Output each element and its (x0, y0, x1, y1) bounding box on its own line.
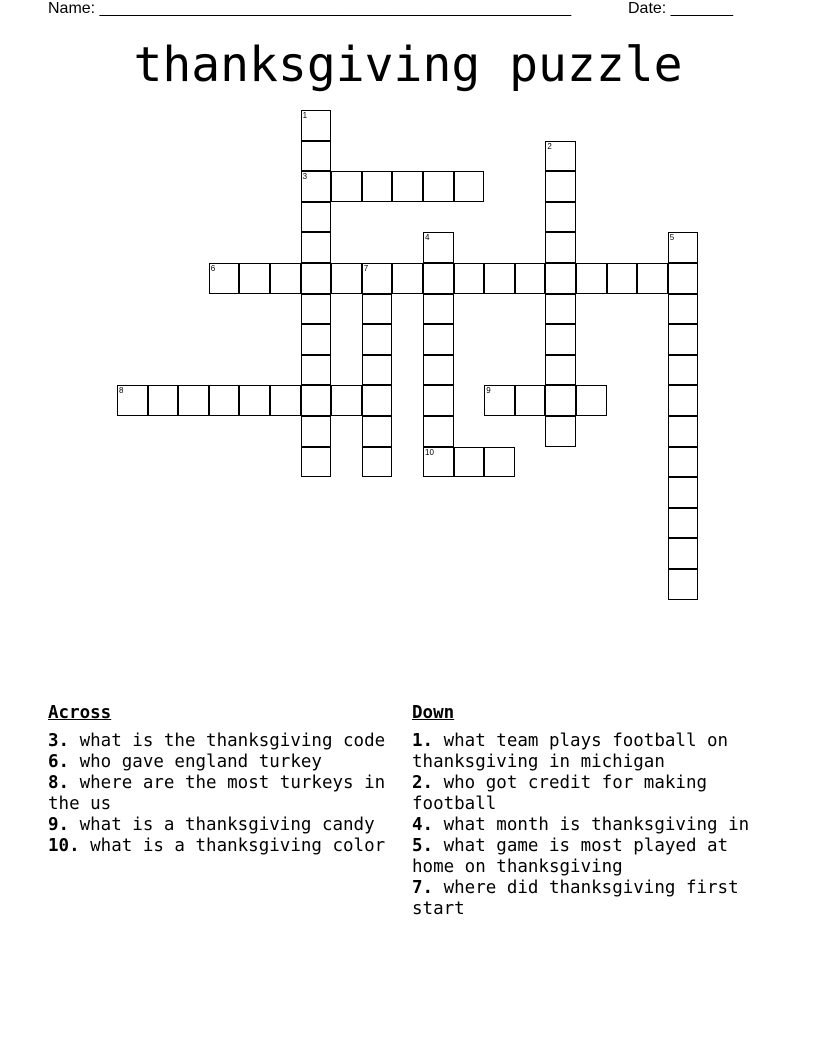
clue-number-label: 7 (363, 264, 369, 273)
grid-cell[interactable] (545, 416, 576, 447)
grid-cell[interactable] (545, 141, 576, 172)
down-clue (412, 773, 768, 815)
grid-cell[interactable] (209, 263, 240, 294)
clue-number: 9. (48, 815, 70, 835)
grid-cell[interactable] (607, 263, 638, 294)
grid-cell[interactable] (668, 538, 699, 569)
grid-cell[interactable] (454, 171, 485, 202)
clue-number: 5. (412, 836, 434, 856)
clue-number-label: 3 (302, 172, 308, 182)
grid-cell[interactable] (301, 324, 332, 355)
grid-cell[interactable] (668, 385, 699, 416)
grid-cell[interactable] (331, 171, 362, 202)
across-heading: Across (48, 703, 112, 723)
grid-cell[interactable] (270, 263, 301, 294)
grid-cell[interactable] (117, 385, 148, 416)
down-clues (412, 703, 768, 920)
grid-cell[interactable] (301, 110, 332, 141)
grid-cell[interactable] (515, 263, 546, 294)
grid-cell[interactable] (454, 263, 485, 294)
clue-number-label: 2 (547, 141, 552, 151)
clue-number: 3. (48, 731, 70, 751)
grid-cell[interactable] (545, 324, 576, 355)
grid-cell[interactable] (362, 294, 393, 325)
across-clue (48, 752, 403, 773)
clue-number-label: 5 (669, 233, 675, 243)
grid-cell[interactable] (545, 232, 576, 263)
grid-cell[interactable] (668, 263, 699, 294)
grid-cell[interactable] (423, 416, 454, 447)
grid-cell[interactable] (392, 263, 423, 294)
grid-cell[interactable] (362, 416, 393, 447)
grid-cell[interactable] (331, 263, 362, 294)
grid-cell[interactable] (301, 355, 332, 386)
grid-cell[interactable] (515, 385, 546, 416)
grid-cell[interactable] (301, 416, 332, 447)
grid-cell[interactable] (545, 202, 576, 233)
grid-cell[interactable] (423, 232, 454, 263)
clue-text: what is a thanksgiving candy (69, 815, 375, 835)
grid-cell[interactable] (301, 141, 332, 172)
clue-text: what is the thanksgiving code (69, 731, 386, 751)
clue-text: who got credit for making football (412, 773, 708, 814)
grid-cell[interactable] (362, 171, 393, 202)
grid-cell[interactable] (423, 324, 454, 355)
clue-number: 4. (412, 815, 434, 835)
across-clue (48, 773, 403, 815)
grid-cell[interactable] (576, 263, 607, 294)
clue-number: 10. (48, 836, 80, 856)
across-clue (48, 836, 403, 857)
grid-cell[interactable] (301, 447, 332, 478)
grid-cell[interactable] (178, 385, 209, 416)
grid-cell[interactable] (637, 263, 668, 294)
grid-cell[interactable] (576, 385, 607, 416)
down-heading: Down (412, 703, 455, 723)
grid-cell[interactable] (668, 232, 699, 263)
grid-cell[interactable] (545, 263, 576, 294)
grid-cell[interactable] (668, 416, 699, 447)
grid-cell[interactable] (454, 447, 485, 478)
grid-cell[interactable] (423, 171, 454, 202)
clue-number: 8. (48, 773, 70, 793)
clue-number: 6. (48, 752, 70, 772)
grid-cell[interactable] (668, 477, 699, 508)
clue-number-label: 4 (425, 233, 430, 243)
grid-cell[interactable] (668, 324, 699, 355)
clue-number-label: 9 (486, 386, 491, 396)
clue-text: what team plays football on thanksgiving in michigan (412, 731, 729, 772)
grid-cell[interactable] (362, 263, 393, 294)
clue-text: what month is thanksgiving in (433, 815, 750, 835)
grid-cell[interactable] (209, 385, 240, 416)
grid-cell[interactable] (239, 385, 270, 416)
across-clue (48, 815, 403, 836)
clue-text: where are the most turkeys in the us (48, 773, 386, 814)
grid-cell[interactable] (362, 355, 393, 386)
clue-text: who gave england turkey (69, 752, 322, 772)
grid-cell[interactable] (331, 385, 362, 416)
down-clue (412, 878, 768, 920)
clue-number-label: 6 (210, 264, 216, 273)
grid-cell[interactable] (301, 294, 332, 325)
clue-number: 7. (412, 878, 434, 898)
clue-text: where did thanksgiving first start (412, 878, 739, 919)
down-clue (412, 836, 768, 878)
grid-cell[interactable] (301, 171, 332, 202)
clue-number: 1. (412, 731, 434, 751)
clue-number-label: 8 (119, 386, 124, 396)
clue-text: what game is most played at home on thanksgiving (412, 836, 729, 877)
grid-cell[interactable] (484, 263, 515, 294)
grid-cell[interactable] (423, 263, 454, 294)
grid-cell[interactable] (301, 232, 332, 263)
clue-number-label: 10 (425, 447, 434, 457)
grid-cell[interactable] (668, 569, 699, 600)
date-field-line: Date: _______ (628, 0, 733, 17)
grid-cell[interactable] (301, 385, 332, 416)
grid-cell[interactable] (423, 355, 454, 386)
grid-cell[interactable] (668, 294, 699, 325)
grid-cell[interactable] (301, 263, 332, 294)
grid-cell[interactable] (423, 385, 454, 416)
clue-text: what is a thanksgiving color (79, 836, 386, 856)
grid-cell[interactable] (545, 294, 576, 325)
page-title: thanksgiving puzzle (133, 37, 683, 93)
grid-cell[interactable] (362, 385, 393, 416)
grid-cell[interactable] (423, 294, 454, 325)
grid-cell[interactable] (545, 385, 576, 416)
grid-cell[interactable] (545, 355, 576, 386)
grid-cell[interactable] (301, 202, 332, 233)
across-clues (48, 703, 403, 857)
grid-cell[interactable] (392, 171, 423, 202)
clue-number: 2. (412, 773, 434, 793)
down-clue (412, 731, 768, 773)
grid-cell[interactable] (668, 447, 699, 478)
clue-number-label: 1 (302, 111, 308, 120)
grid-cell[interactable] (239, 263, 270, 294)
down-clue (412, 815, 768, 836)
grid-cell[interactable] (362, 324, 393, 355)
name-field-line: Name: _____________________________________________________ (48, 0, 572, 17)
grid-cell[interactable] (668, 355, 699, 386)
grid-cell[interactable] (668, 508, 699, 539)
grid-cell[interactable] (545, 171, 576, 202)
grid-cell[interactable] (423, 447, 454, 478)
grid-cell[interactable] (270, 385, 301, 416)
grid-cell[interactable] (362, 447, 393, 478)
across-clue (48, 731, 403, 752)
grid-cell[interactable] (148, 385, 179, 416)
grid-cell[interactable] (484, 385, 515, 416)
grid-cell[interactable] (484, 447, 515, 478)
